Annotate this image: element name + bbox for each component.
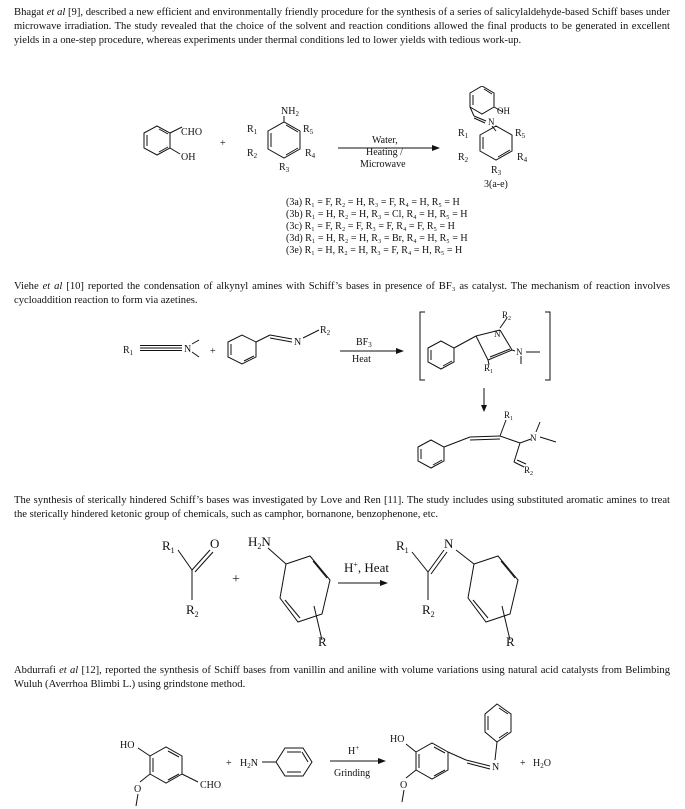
azetine-intermediate bbox=[420, 310, 550, 380]
paragraph-abdurrafi bbox=[14, 664, 670, 692]
intermediate-r1-label: $R_1$ bbox=[484, 363, 494, 375]
schiff-base-product-structure bbox=[458, 86, 528, 190]
alkynyl-amine-structure bbox=[123, 340, 199, 357]
aniline-structure bbox=[240, 748, 312, 776]
reaction-arrow-down bbox=[481, 388, 487, 412]
intermediate-r2-label: $R_2$ bbox=[502, 310, 512, 322]
plus-sign: + bbox=[232, 572, 240, 587]
imine-structure bbox=[228, 325, 331, 364]
aniline-h2n-label: $H_2N$ bbox=[240, 758, 258, 770]
ketone-structure bbox=[162, 536, 219, 619]
product-n-label: N bbox=[530, 433, 537, 443]
plus-sign: + bbox=[220, 138, 226, 149]
product-n-label: N bbox=[492, 762, 500, 773]
paragraph-love-ren bbox=[14, 494, 670, 522]
product-r2-label: $R_2$ bbox=[422, 602, 435, 619]
diene-product-structure bbox=[418, 410, 556, 477]
product-ho-label: HO bbox=[390, 734, 405, 745]
condition-heating: Heating / bbox=[366, 147, 403, 158]
substituent-list bbox=[286, 197, 468, 256]
para2-text-start: Viehe bbox=[14, 281, 43, 292]
r4-label: $R_4$ bbox=[305, 148, 316, 160]
vanillin-schiff-base-product bbox=[390, 704, 511, 802]
paragraph-bhagat bbox=[14, 6, 670, 48]
reaction-arrow-1 bbox=[338, 135, 440, 170]
r1-label: $R_1$ bbox=[247, 124, 258, 136]
cho-label: CHO bbox=[181, 127, 203, 138]
paragraph-viehe bbox=[14, 280, 670, 308]
substituted-aniline-structure bbox=[247, 106, 316, 174]
product-r4-label: $R_4$ bbox=[517, 152, 528, 164]
condition-acid-heat: H+, Heat bbox=[344, 560, 389, 575]
product-r5-label: $R_5$ bbox=[515, 128, 526, 140]
reaction-arrow-3 bbox=[338, 560, 389, 586]
para2-etal: et al bbox=[42, 281, 63, 292]
scheme-2-alkynyl-amine-condensation bbox=[0, 310, 685, 486]
substituent-row-3e: (3e) R₁ = H, R₂ = H, R₃ = F, R₄ = H, R₅ = H bbox=[286, 245, 463, 256]
para1-text-start: Bhagat bbox=[14, 7, 47, 18]
para4-text-start: Abdurrafi bbox=[14, 665, 60, 676]
plus-sign-2: + bbox=[520, 758, 526, 769]
condition-grinding: Grinding bbox=[334, 768, 371, 779]
product-n-label: N bbox=[444, 536, 454, 551]
salicylaldehyde-structure bbox=[144, 126, 202, 163]
substituent-row-3a: (3a) R₁ = F, R₂ = H, R₃ = F, R₄ = H, R₅ = H bbox=[286, 197, 460, 208]
scheme-1-schiff-base-synthesis bbox=[0, 86, 685, 266]
imine-r2-label: $R_2$ bbox=[320, 325, 331, 337]
vanillin-o-label: O bbox=[134, 784, 142, 795]
ketone-r1-label: $R_1$ bbox=[162, 538, 175, 555]
r5-label: $R_5$ bbox=[303, 124, 314, 136]
product-r3-label: $R_3$ bbox=[491, 165, 502, 177]
product-n-label: N bbox=[488, 117, 495, 127]
ketone-r2-label: $R_2$ bbox=[186, 602, 199, 619]
nh2-label: $NH_2$ bbox=[281, 106, 299, 118]
scheme-3-hindered-ketone bbox=[0, 528, 685, 648]
condition-acid: H+ bbox=[348, 744, 360, 757]
condition-microwave: Microwave bbox=[360, 159, 406, 170]
substituent-row-3d: (3d) R₁ = H, R₂ = H, R₃ = Br, R₄ = H, R₅ = H bbox=[286, 233, 468, 244]
imine-product-structure bbox=[396, 536, 518, 648]
aniline-r-label: R bbox=[318, 634, 327, 648]
water-label: $H_2O$ bbox=[533, 758, 551, 770]
para4-text-rest: [12], reported the synthesis of Schiff bases from vanillin and aniline with volume variations using natural acid catalysts from Belimbing Wuluh (Averrhoa Blimbi L.) using grindstone method. bbox=[14, 665, 670, 690]
product-r2-label: $R_2$ bbox=[524, 465, 534, 477]
plus-sign-1: + bbox=[226, 758, 232, 769]
scheme-4-vanillin-aniline bbox=[0, 696, 685, 809]
amine-n-label: N bbox=[184, 344, 192, 355]
product-o-label: O bbox=[400, 780, 408, 791]
substituent-row-3b: (3b) R₁ = H, R₂ = H, R₃ = Cl, R₄ = H, R₅ = H bbox=[286, 209, 468, 220]
r3-label: $R_3$ bbox=[279, 162, 290, 174]
condition-water: Water, bbox=[372, 135, 398, 146]
para1-etal: et al bbox=[46, 7, 66, 18]
vanillin-structure bbox=[120, 740, 221, 806]
product-oh-label: OH bbox=[497, 106, 510, 116]
oh-label: OH bbox=[181, 152, 196, 163]
r2-label: $R_2$ bbox=[247, 148, 258, 160]
intermediate-amine-n-label: N bbox=[516, 347, 523, 357]
vanillin-ho-label: HO bbox=[120, 740, 135, 751]
product-compound-label: 3(a-e) bbox=[484, 179, 508, 190]
condition-bf3: $BF_3$ bbox=[356, 337, 372, 349]
vanillin-cho-label: CHO bbox=[200, 780, 222, 791]
para3-text: The synthesis of sterically hindered Schiff’s bases was investigated by Love and Ren [11]. The study includes using substituted aromatic amines to treat the sterically hindered ketonic group of chemicals, such as camphor, bornanone, benzophenone, etc. bbox=[14, 495, 670, 520]
intermediate-n-label: N bbox=[494, 329, 501, 339]
plus-sign: + bbox=[210, 346, 216, 357]
product-r1-label: $R_1$ bbox=[396, 538, 409, 555]
reaction-arrow-4 bbox=[330, 744, 386, 779]
para1-text-rest: [9], described a new efficient and environmentally friendly procedure for the synthesis of a series of salicylaldehyde-based Schiff bases under microwave irradiation. The study revealed that the choice of the solvent and reaction conditions allowed the final products to be generated in excellent yields in a one-step procedure, whereas experiments under thermal conditions led to lower yields with tedious work-up. bbox=[14, 7, 670, 46]
product-r1-label: $R_1$ bbox=[504, 410, 514, 422]
alkyne-r1-label: $R_1$ bbox=[123, 345, 134, 357]
product-r2-label: $R_2$ bbox=[458, 152, 469, 164]
reaction-arrow-2 bbox=[340, 337, 404, 365]
para4-etal: et al bbox=[59, 665, 79, 676]
condition-heat: Heat bbox=[352, 354, 371, 365]
substituted-aniline-structure bbox=[248, 534, 330, 648]
imine-n-label: N bbox=[294, 337, 302, 348]
product-r1-label: $R_1$ bbox=[458, 128, 469, 140]
h2n-label: $H_2N$ bbox=[248, 534, 271, 551]
substituent-row-3c: (3c) R₁ = F, R₂ = F, R₃ = F, R₄ = F, R₅ = H bbox=[286, 221, 455, 232]
ketone-o-label: O bbox=[210, 536, 220, 551]
product-r-label: R bbox=[506, 634, 515, 648]
para2-text-rest: [10] reported the condensation of alkynyl amines with Schiff’s bases in presence of BF₃ as catalyst. The mechanism of reaction involves cycloaddition reaction to form via azetines. bbox=[14, 281, 670, 306]
